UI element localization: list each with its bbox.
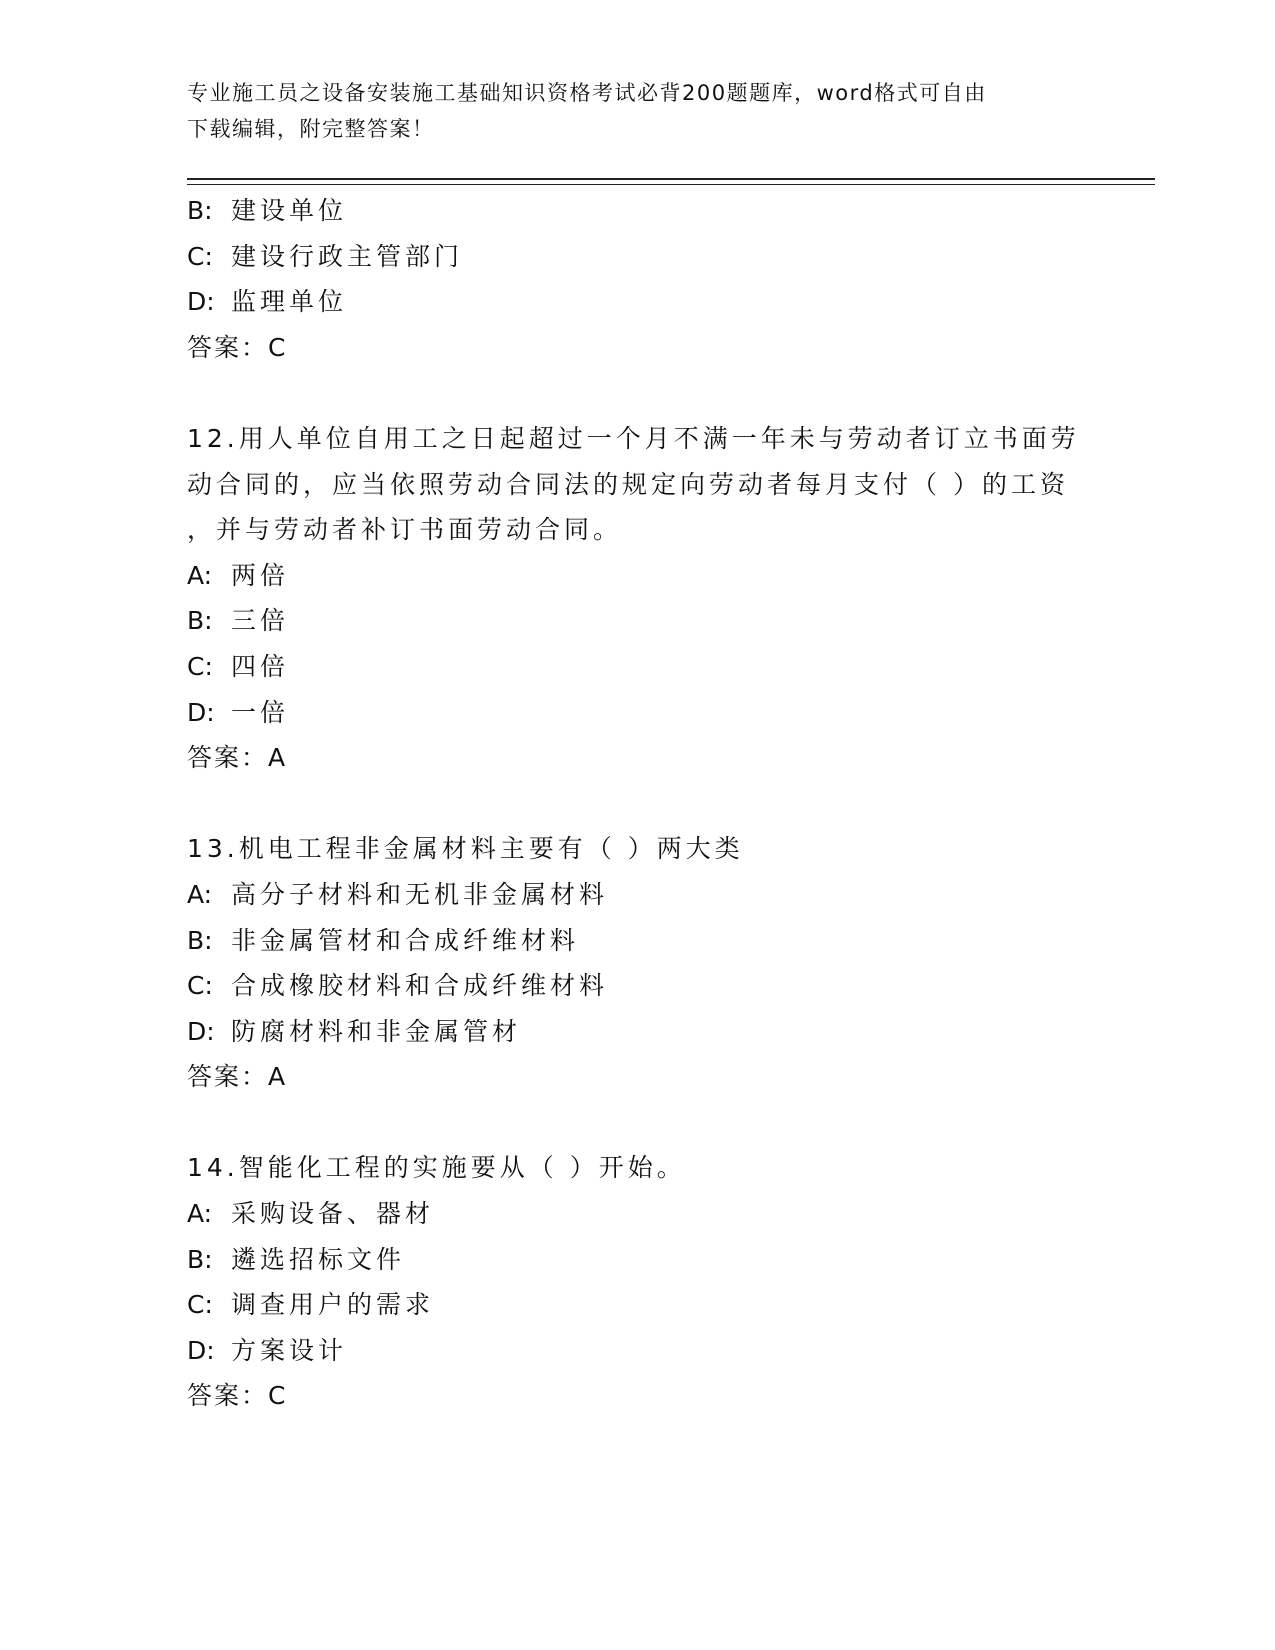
option-key: C: [187,1290,213,1320]
question-line: ，并与劳动者补订书面劳动合同。 [187,515,623,545]
question-text [187,416,1087,553]
header-line-2: 下载编辑，附完整答案！ [187,117,435,141]
question-13 [187,826,1087,1100]
option-key: B: [187,196,213,225]
option-text: 四倍 [231,651,290,681]
header-divider-thick [187,178,1155,180]
answer-line: 答案：A [187,743,288,773]
option-key: A: [187,560,213,590]
option-a [187,872,1087,918]
header-divider-thin [187,184,1155,185]
option-key: B: [187,606,213,636]
answer-line: 答案：A [187,1062,288,1092]
option-key: B: [187,1244,213,1274]
option-c [187,234,1087,280]
option-key: A: [187,1199,213,1229]
spacer [187,370,1087,416]
question-text [187,1145,1087,1191]
question-line: 13.机电工程非金属材料主要有（ ）两大类 [187,834,744,864]
option-key: A: [187,879,213,909]
option-d [187,690,1087,736]
option-b [187,188,1087,234]
option-d [187,279,1087,325]
option-key: D: [187,287,215,317]
option-key: D: [187,697,215,727]
option-c [187,644,1087,690]
option-key: D: [187,1335,215,1365]
option-text: 高分子材料和无机非金属材料 [231,879,609,909]
option-text: 监理单位 [231,287,348,317]
option-key: C: [187,971,213,1001]
option-text: 采购设备、器材 [231,1199,435,1229]
spacer [187,1100,1087,1146]
option-key: C: [187,241,213,271]
question-line: 14.智能化工程的实施要从（ ）开始。 [187,1153,686,1183]
spacer [187,781,1087,827]
option-text: 调查用户的需求 [231,1290,435,1320]
question-line: 12.用人单位自用工之日起超过一个月不满一年未与劳动者订立书面劳 [187,423,1080,453]
option-text: 一倍 [231,697,290,727]
option-text: 方案设计 [231,1335,348,1365]
answer-line: 答案：C [187,332,288,362]
option-b [187,918,1087,964]
question-list [187,188,1087,1419]
question-12 [187,416,1087,781]
question-text [187,826,1087,872]
option-text: 防腐材料和非金属管材 [231,1016,522,1046]
option-text: 建设单位 [231,196,348,225]
option-key: D: [187,1016,215,1046]
option-text: 建设行政主管部门 [231,241,464,271]
option-d [187,1009,1087,1055]
option-text: 合成橡胶材料和合成纤维材料 [231,971,609,1001]
question-14 [187,1145,1087,1419]
option-c [187,963,1087,1009]
option-text: 两倍 [231,560,290,590]
option-c [187,1282,1087,1328]
option-b [187,598,1087,644]
option-b [187,1237,1087,1283]
answer-line: 答案：C [187,1381,288,1411]
document-header [187,75,1067,147]
option-text: 非金属管材和合成纤维材料 [231,925,580,955]
option-a [187,1191,1087,1237]
option-d [187,1328,1087,1374]
option-key: B: [187,925,213,955]
option-key: C: [187,651,213,681]
question-line: 动合同的，应当依照劳动合同法的规定向劳动者每月支付（ ）的工资 [187,469,1069,499]
option-text: 三倍 [231,606,290,636]
option-text: 遴选招标文件 [231,1244,406,1274]
option-a [187,553,1087,599]
question-11-tail [187,188,1087,370]
header-line-1: 专业施工员之设备安装施工基础知识资格考试必背200题题库，word格式可自由 [187,81,987,105]
